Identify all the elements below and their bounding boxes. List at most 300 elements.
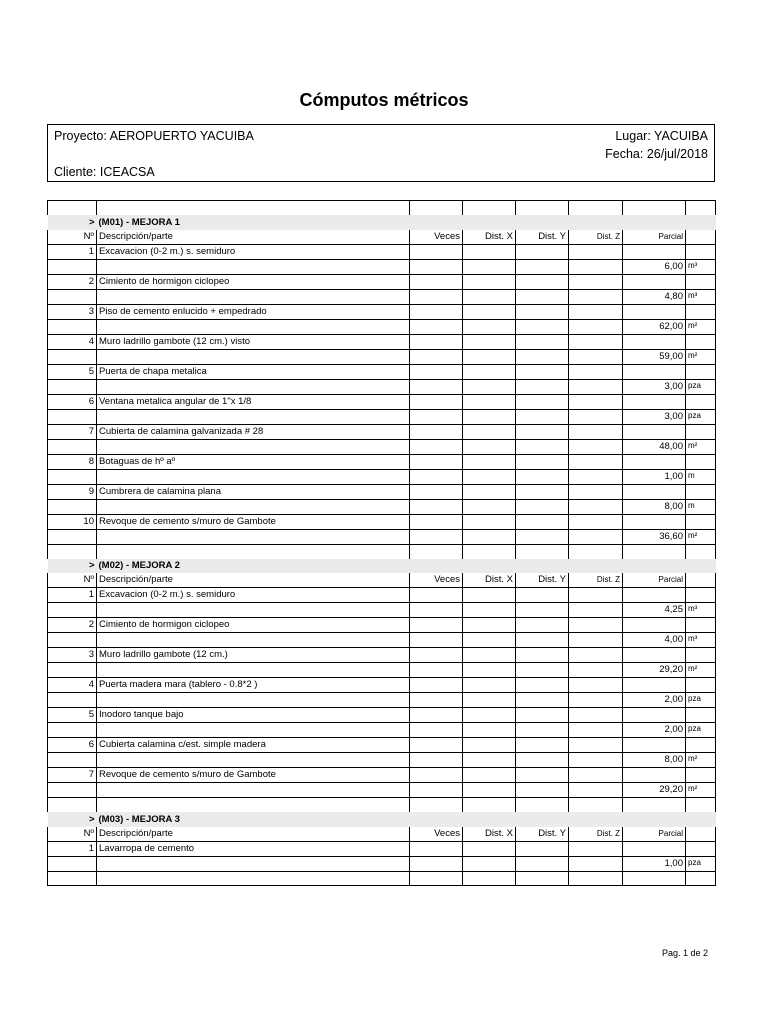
item-parcial: 59,00 (623, 349, 686, 364)
empty-cell (569, 379, 623, 394)
item-description: Puerta madera mara (tablero - 0.8*2 ) (97, 678, 410, 693)
empty-cell (463, 259, 516, 274)
empty-cell (516, 334, 569, 349)
section-title: (M01) - MEJORA 1 (97, 215, 716, 230)
blank-row (48, 871, 716, 886)
item-number: 5 (48, 364, 97, 379)
item-value-row (48, 753, 716, 768)
item-value-row (48, 693, 716, 708)
item-parcial: 1,00 (623, 856, 686, 871)
empty-cell (686, 708, 716, 723)
item-parcial: 3,00 (623, 409, 686, 424)
item-row (48, 424, 716, 439)
item-parcial: 36,60 (623, 529, 686, 544)
empty-cell (410, 454, 463, 469)
empty-cell (48, 783, 97, 798)
empty-cell (48, 469, 97, 484)
empty-cell (569, 274, 623, 289)
item-row (48, 588, 716, 603)
item-description: Puerta de chapa metalica (97, 364, 410, 379)
col-distz-header: Dist. Z (569, 230, 623, 245)
item-unit: pza (686, 379, 716, 394)
empty-cell (569, 319, 623, 334)
item-description: Muro ladrillo gambote (12 cm.) visto (97, 334, 410, 349)
empty-cell (516, 871, 569, 886)
empty-cell (623, 768, 686, 783)
empty-cell (569, 633, 623, 648)
empty-cell (686, 588, 716, 603)
empty-cell (463, 289, 516, 304)
empty-cell (516, 289, 569, 304)
empty-cell (463, 663, 516, 678)
empty-cell (48, 349, 97, 364)
empty-cell (410, 319, 463, 334)
col-parcial-header: Parcial (623, 230, 686, 245)
empty-cell (569, 871, 623, 886)
empty-cell (410, 678, 463, 693)
item-number: 7 (48, 424, 97, 439)
empty-cell (463, 633, 516, 648)
item-description: Inodoro tanque bajo (97, 708, 410, 723)
empty-cell (463, 424, 516, 439)
empty-cell (48, 693, 97, 708)
col-distx-header: Dist. X (463, 573, 516, 588)
empty-cell (686, 798, 716, 813)
empty-cell (569, 364, 623, 379)
empty-cell (463, 841, 516, 856)
item-unit: m² (686, 349, 716, 364)
section-row (48, 812, 716, 827)
empty-cell (410, 663, 463, 678)
empty-cell (97, 783, 410, 798)
item-number: 1 (48, 841, 97, 856)
empty-cell (623, 618, 686, 633)
section-title: (M02) - MEJORA 2 (97, 559, 716, 574)
item-row (48, 738, 716, 753)
item-number: 1 (48, 244, 97, 259)
empty-cell (569, 738, 623, 753)
table-bottom-rule (48, 886, 716, 887)
col-disty-header: Dist. Y (516, 573, 569, 588)
empty-cell (686, 514, 716, 529)
empty-cell (516, 439, 569, 454)
item-unit: m² (686, 783, 716, 798)
empty-cell (686, 454, 716, 469)
empty-cell (463, 738, 516, 753)
item-value-row (48, 633, 716, 648)
empty-cell (623, 201, 686, 216)
empty-cell (569, 783, 623, 798)
empty-cell (463, 708, 516, 723)
empty-cell (516, 693, 569, 708)
section-marker: > (48, 812, 97, 827)
empty-cell (463, 454, 516, 469)
col-disty-header: Dist. Y (516, 827, 569, 842)
empty-cell (463, 334, 516, 349)
empty-cell (686, 841, 716, 856)
empty-cell (516, 499, 569, 514)
empty-cell (48, 753, 97, 768)
empty-cell (569, 289, 623, 304)
item-unit: m² (686, 319, 716, 334)
empty-cell (686, 484, 716, 499)
empty-cell (569, 841, 623, 856)
item-row (48, 454, 716, 469)
empty-cell (686, 334, 716, 349)
section-row (48, 215, 716, 230)
item-number: 4 (48, 334, 97, 349)
empty-cell (48, 259, 97, 274)
empty-cell (463, 499, 516, 514)
empty-cell (686, 394, 716, 409)
empty-cell (410, 856, 463, 871)
empty-cell (463, 514, 516, 529)
item-number: 2 (48, 618, 97, 633)
item-description: Excavacion (0-2 m.) s. semiduro (97, 588, 410, 603)
empty-cell (569, 529, 623, 544)
empty-cell (463, 544, 516, 559)
col-parcial-header: Parcial (623, 573, 686, 588)
empty-cell (516, 201, 569, 216)
item-parcial: 1,00 (623, 469, 686, 484)
empty-cell (686, 364, 716, 379)
item-parcial: 4,25 (623, 603, 686, 618)
empty-cell (569, 708, 623, 723)
empty-cell (623, 244, 686, 259)
empty-cell (463, 409, 516, 424)
item-row (48, 841, 716, 856)
empty-cell (97, 289, 410, 304)
empty-cell (516, 469, 569, 484)
blank-row (48, 798, 716, 813)
empty-cell (569, 334, 623, 349)
empty-cell (410, 529, 463, 544)
empty-cell (686, 768, 716, 783)
empty-cell (410, 588, 463, 603)
col-desc-header: Descripción/parte (97, 573, 410, 588)
empty-cell (623, 738, 686, 753)
empty-cell (48, 603, 97, 618)
empty-cell (97, 723, 410, 738)
item-number: 3 (48, 648, 97, 663)
empty-cell (686, 678, 716, 693)
empty-cell (516, 394, 569, 409)
empty-cell (410, 409, 463, 424)
empty-cell (516, 424, 569, 439)
empty-cell (569, 514, 623, 529)
item-row (48, 708, 716, 723)
empty-cell (516, 783, 569, 798)
empty-cell (686, 648, 716, 663)
empty-cell (516, 603, 569, 618)
empty-cell (686, 738, 716, 753)
empty-cell (463, 618, 516, 633)
item-number: 1 (48, 588, 97, 603)
empty-cell (623, 648, 686, 663)
item-parcial: 4,80 (623, 289, 686, 304)
empty-cell (516, 364, 569, 379)
empty-cell (569, 798, 623, 813)
item-value-row (48, 439, 716, 454)
col-num-header: Nº (48, 230, 97, 245)
empty-cell (463, 484, 516, 499)
empty-cell (516, 588, 569, 603)
empty-cell (516, 738, 569, 753)
empty-cell (463, 648, 516, 663)
item-parcial: 3,00 (623, 379, 686, 394)
empty-cell (410, 469, 463, 484)
empty-cell (410, 723, 463, 738)
empty-cell (97, 319, 410, 334)
empty-cell (463, 588, 516, 603)
empty-cell (410, 424, 463, 439)
item-value-row (48, 499, 716, 514)
item-description: Muro ladrillo gambote (12 cm.) (97, 648, 410, 663)
empty-cell (569, 304, 623, 319)
empty-cell (410, 768, 463, 783)
empty-cell (97, 544, 410, 559)
empty-cell (97, 753, 410, 768)
empty-cell (463, 678, 516, 693)
item-unit: m (686, 499, 716, 514)
empty-cell (516, 678, 569, 693)
item-description: Botaguas de hº aº (97, 454, 410, 469)
empty-cell (463, 394, 516, 409)
empty-cell (463, 603, 516, 618)
item-description: Cubierta calamina c/est. simple madera (97, 738, 410, 753)
empty-cell (97, 499, 410, 514)
empty-cell (516, 798, 569, 813)
empty-cell (463, 693, 516, 708)
empty-cell (48, 379, 97, 394)
computations-table (47, 200, 716, 887)
empty-cell (97, 259, 410, 274)
empty-cell (569, 544, 623, 559)
item-number: 6 (48, 738, 97, 753)
empty-cell (569, 349, 623, 364)
empty-cell (516, 648, 569, 663)
empty-cell (410, 394, 463, 409)
empty-cell (463, 319, 516, 334)
item-value-row (48, 856, 716, 871)
empty-cell (48, 319, 97, 334)
empty-cell (569, 454, 623, 469)
empty-cell (569, 484, 623, 499)
empty-cell (623, 544, 686, 559)
col-num-header: Nº (48, 827, 97, 842)
empty-cell (686, 871, 716, 886)
empty-cell (463, 753, 516, 768)
item-row (48, 648, 716, 663)
col-veces-header: Veces (410, 827, 463, 842)
item-number: 6 (48, 394, 97, 409)
item-unit: m³ (686, 259, 716, 274)
page-title: Cómputos métricos (299, 90, 469, 110)
empty-cell (623, 484, 686, 499)
empty-cell (623, 274, 686, 289)
empty-cell (410, 304, 463, 319)
item-description: Revoque de cemento s/muro de Gambote (97, 768, 410, 783)
item-description: Lavarropa de cemento (97, 841, 410, 856)
empty-cell (463, 723, 516, 738)
empty-cell (569, 499, 623, 514)
empty-cell (516, 244, 569, 259)
empty-cell (97, 871, 410, 886)
empty-cell (686, 274, 716, 289)
empty-cell (97, 856, 410, 871)
empty-cell (516, 618, 569, 633)
empty-cell (410, 841, 463, 856)
section-title: (M03) - MEJORA 3 (97, 812, 716, 827)
item-value-row (48, 783, 716, 798)
empty-cell (516, 319, 569, 334)
empty-cell (463, 783, 516, 798)
empty-cell (516, 259, 569, 274)
empty-cell (48, 499, 97, 514)
empty-cell (516, 768, 569, 783)
item-unit: m (686, 469, 716, 484)
empty-cell (48, 439, 97, 454)
empty-cell (410, 603, 463, 618)
item-row (48, 484, 716, 499)
empty-cell (410, 738, 463, 753)
empty-cell (516, 529, 569, 544)
bottom-rule (48, 886, 716, 887)
item-number: 7 (48, 768, 97, 783)
col-unit-header (686, 573, 716, 588)
empty-cell (463, 798, 516, 813)
item-row (48, 514, 716, 529)
item-value-row (48, 723, 716, 738)
empty-cell (516, 544, 569, 559)
empty-cell (410, 364, 463, 379)
item-number: 10 (48, 514, 97, 529)
item-number: 2 (48, 274, 97, 289)
empty-cell (410, 648, 463, 663)
empty-cell (516, 349, 569, 364)
empty-cell (569, 678, 623, 693)
item-unit: m² (686, 529, 716, 544)
item-description: Piso de cemento enlucido + empedrado (97, 304, 410, 319)
item-parcial: 8,00 (623, 499, 686, 514)
empty-cell (48, 201, 97, 216)
empty-cell (516, 484, 569, 499)
item-unit: pza (686, 693, 716, 708)
empty-cell (410, 871, 463, 886)
empty-cell (623, 424, 686, 439)
empty-cell (569, 439, 623, 454)
empty-cell (48, 633, 97, 648)
empty-cell (410, 708, 463, 723)
empty-cell (516, 753, 569, 768)
item-parcial: 4,00 (623, 633, 686, 648)
item-parcial: 2,00 (623, 693, 686, 708)
project-header-box (47, 124, 715, 182)
item-value-row (48, 379, 716, 394)
item-parcial: 2,00 (623, 723, 686, 738)
item-value-row (48, 529, 716, 544)
column-header-row (48, 827, 716, 842)
empty-cell (410, 439, 463, 454)
empty-cell (48, 663, 97, 678)
empty-cell (463, 379, 516, 394)
empty-cell (410, 499, 463, 514)
project-name: Proyecto: AEROPUERTO YACUIBA (54, 129, 254, 143)
item-unit: m³ (686, 633, 716, 648)
empty-cell (410, 244, 463, 259)
page-number: Pag. 1 de 2 (661, 948, 708, 958)
empty-cell (623, 841, 686, 856)
client-name: Cliente: ICEACSA (54, 165, 155, 179)
empty-cell (410, 379, 463, 394)
empty-cell (97, 409, 410, 424)
empty-cell (97, 469, 410, 484)
empty-cell (569, 663, 623, 678)
col-num-header: Nº (48, 573, 97, 588)
col-veces-header: Veces (410, 230, 463, 245)
col-distz-header: Dist. Z (569, 573, 623, 588)
col-unit-header (686, 230, 716, 245)
empty-cell (516, 304, 569, 319)
item-number: 5 (48, 708, 97, 723)
empty-cell (569, 469, 623, 484)
item-row (48, 304, 716, 319)
empty-cell (463, 768, 516, 783)
empty-cell (463, 201, 516, 216)
empty-cell (48, 871, 97, 886)
item-row (48, 678, 716, 693)
column-header-row (48, 230, 716, 245)
empty-cell (48, 544, 97, 559)
item-row (48, 394, 716, 409)
empty-cell (569, 424, 623, 439)
item-parcial: 8,00 (623, 753, 686, 768)
empty-cell (410, 633, 463, 648)
blank-row (48, 544, 716, 559)
col-desc-header: Descripción/parte (97, 827, 410, 842)
empty-cell (463, 529, 516, 544)
empty-cell (516, 708, 569, 723)
item-unit: pza (686, 723, 716, 738)
item-value-row (48, 409, 716, 424)
item-row (48, 334, 716, 349)
empty-cell (516, 723, 569, 738)
empty-cell (97, 349, 410, 364)
empty-cell (623, 304, 686, 319)
empty-cell (569, 753, 623, 768)
empty-cell (623, 334, 686, 349)
item-description: Cimiento de hormigon ciclopeo (97, 274, 410, 289)
empty-cell (463, 439, 516, 454)
item-value-row (48, 289, 716, 304)
item-unit: pza (686, 856, 716, 871)
empty-cell (463, 304, 516, 319)
empty-cell (516, 274, 569, 289)
item-unit: m² (686, 439, 716, 454)
empty-cell (410, 798, 463, 813)
item-row (48, 618, 716, 633)
item-value-row (48, 319, 716, 334)
col-distx-header: Dist. X (463, 827, 516, 842)
empty-cell (516, 514, 569, 529)
item-description: Ventana metalica angular de 1"x 1/8 (97, 394, 410, 409)
empty-cell (686, 304, 716, 319)
item-description: Excavacion (0-2 m.) s. semiduro (97, 244, 410, 259)
item-unit: m³ (686, 289, 716, 304)
empty-cell (623, 588, 686, 603)
empty-cell (97, 529, 410, 544)
empty-cell (48, 798, 97, 813)
